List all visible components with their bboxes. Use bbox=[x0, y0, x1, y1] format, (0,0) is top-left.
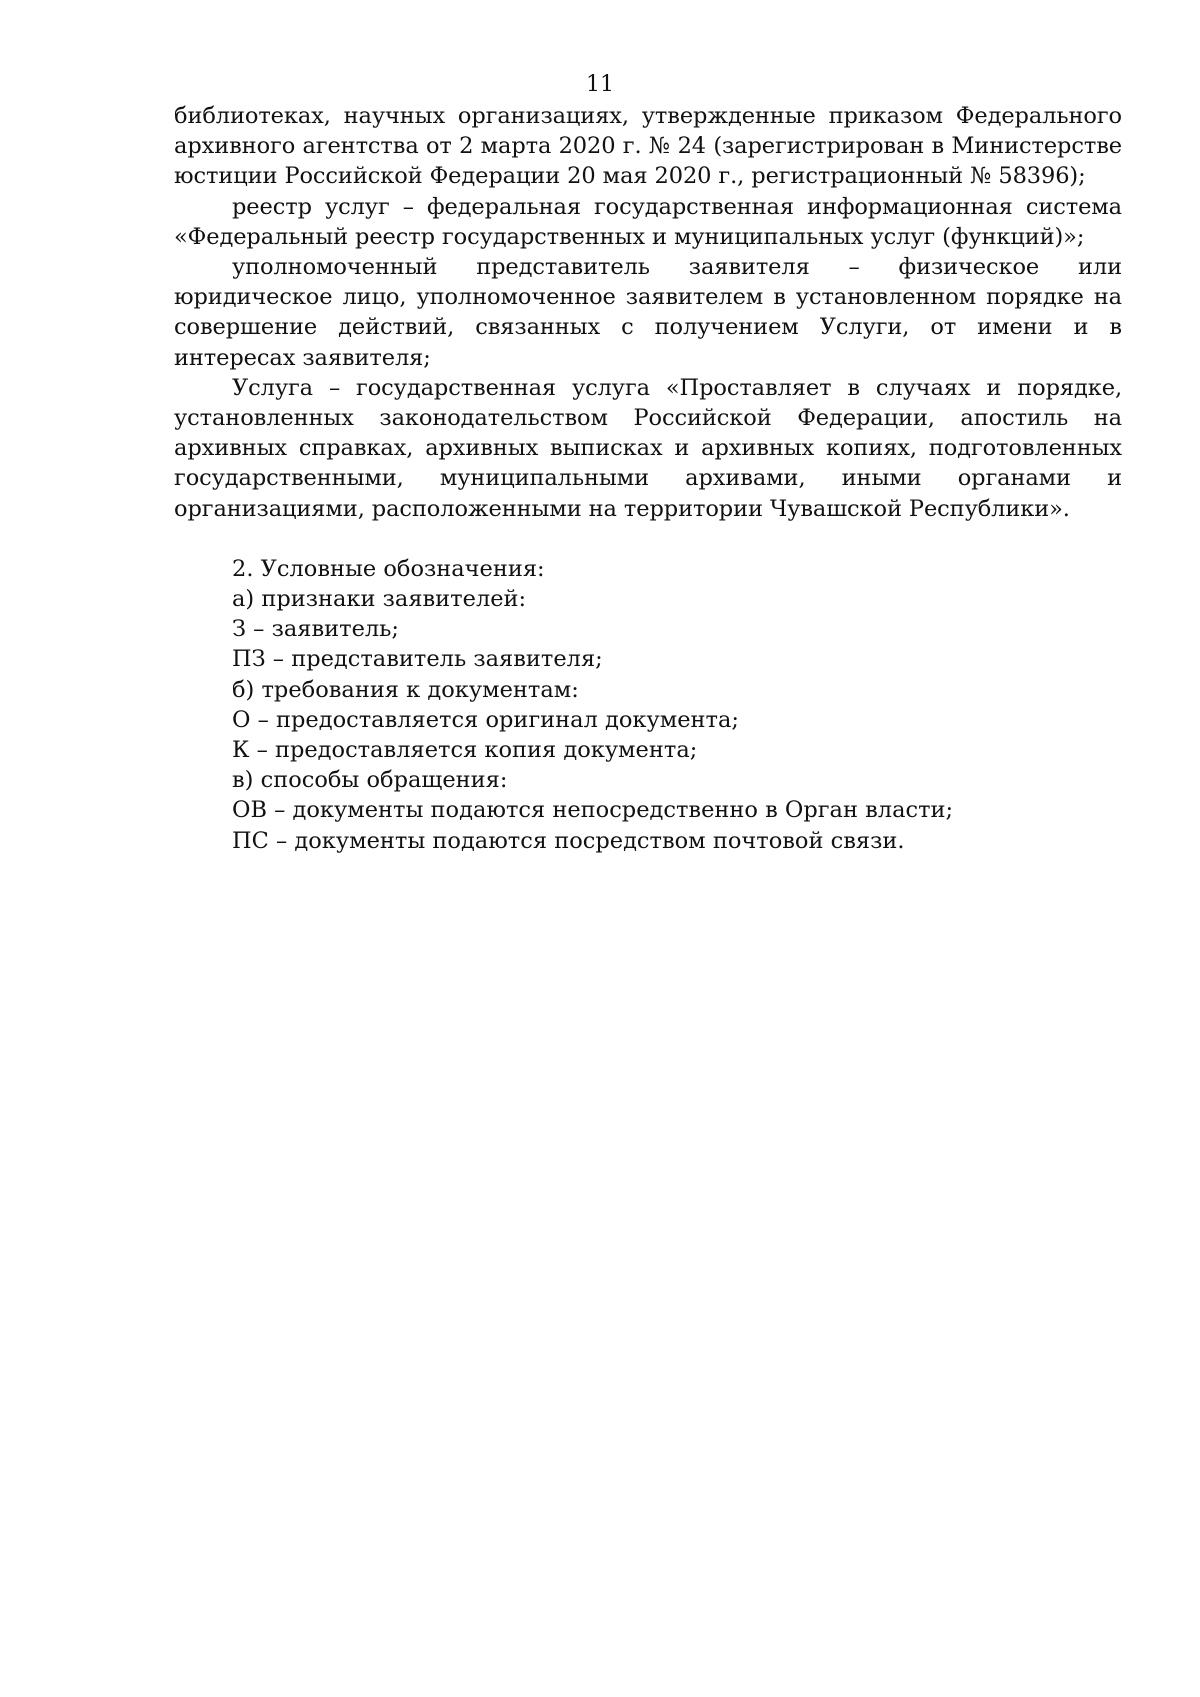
legend-line: О – предоставляется оригинал документа; bbox=[232, 706, 739, 733]
legend-line: а) признаки заявителей: bbox=[232, 586, 527, 613]
legend-line: К – предоставляется копия документа; bbox=[232, 737, 698, 764]
definition-paragraph: уполномоченный представитель заявителя – физическое или юридическое лицо, уполномоченное заявителем в установленном порядке на совершение действий, связанных с получением Услуги, от имени и в интересах заявителя; bbox=[174, 254, 1122, 371]
definition-paragraph: реестр услуг – федеральная государственная информационная система «Федеральный реестр государственных и муниципальных услуг (функций)»; bbox=[174, 193, 1122, 250]
legend-line: ПЗ – представитель заявителя; bbox=[232, 646, 603, 673]
legend-line: ПС – документы подаются посредством почтовой связи. bbox=[232, 827, 905, 854]
legend-line: ОВ – документы подаются непосредственно в Орган власти; bbox=[232, 797, 954, 824]
page-number: 11 bbox=[586, 72, 614, 97]
definition-paragraph: Услуга – государственная услуга «Проставляет в случаях и порядке, установленных законодательством Российской Федерации, апостиль на архивных справках, архивных выписках и архивных копиях, подготовленных государственными, муниципальными архивами, иными органами и организациями, расположенными на территории Чувашской Республики». bbox=[174, 374, 1122, 522]
legend-line: в) способы обращения: bbox=[232, 767, 508, 794]
legend-line: З – заявитель; bbox=[232, 616, 400, 643]
legend-line: б) требования к документам: bbox=[232, 676, 579, 703]
document-body bbox=[174, 101, 1122, 856]
legend-section bbox=[174, 554, 1122, 856]
definition-paragraph: библиотеках, научных организациях, утвержденные приказом Федерального архивного агентства от 2 марта 2020 г. № 24 (зарегистрирован в Министерстве юстиции Российской Федерации 20 мая 2020 г., регистрационный № 58396); bbox=[174, 103, 1122, 190]
legend-heading: 2. Условные обозначения: bbox=[232, 555, 545, 582]
